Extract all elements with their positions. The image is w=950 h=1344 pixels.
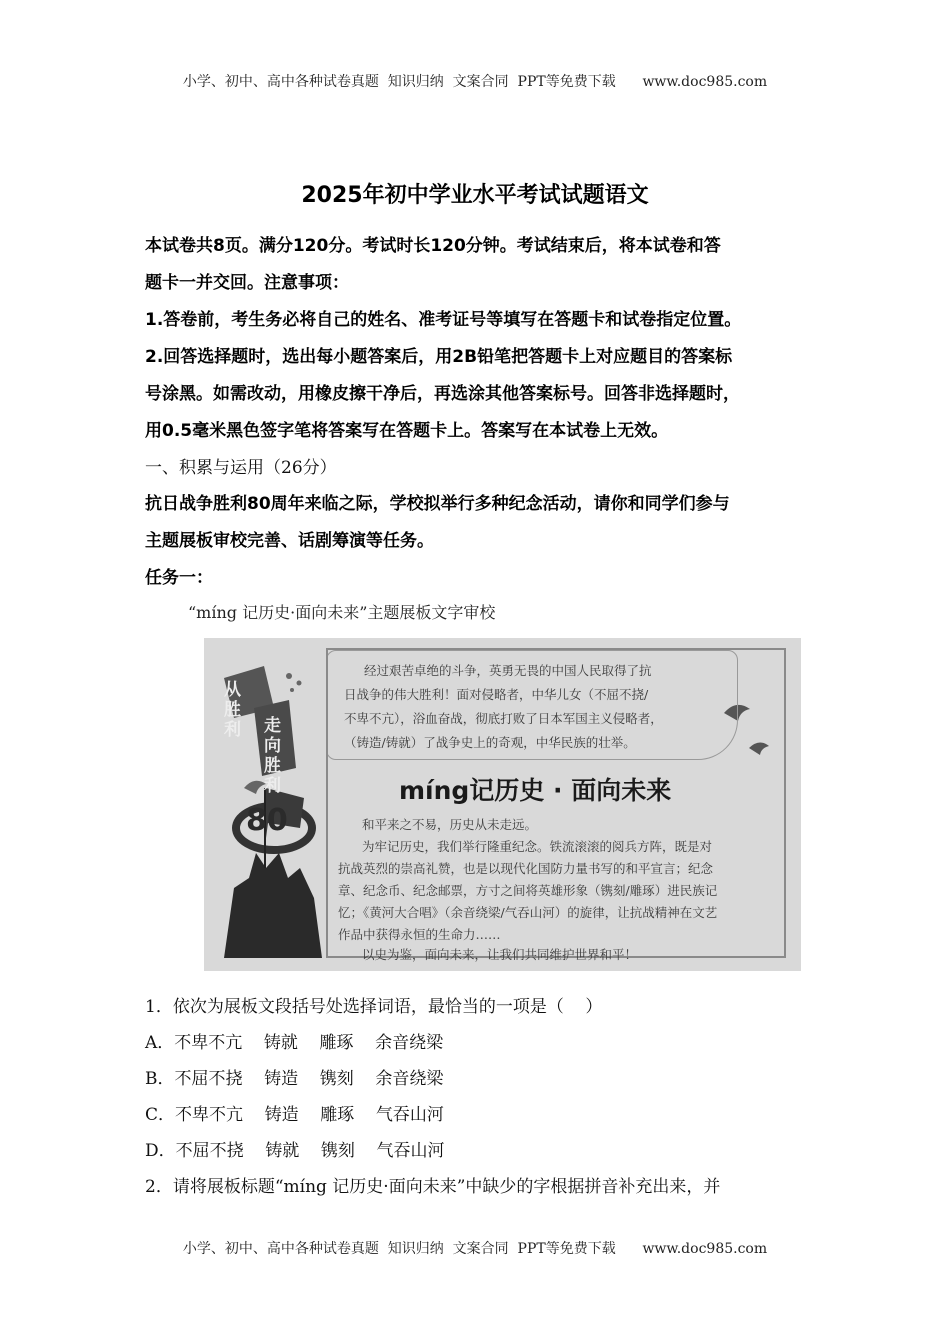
intro-line: 1.答卷前，考生务必将自己的姓名、准考证号等填写在答题卡和试卷指定位置。 xyxy=(145,310,742,330)
page-footer: 小学、初中、高中各种试卷真题 知识归纳 文案合同 PPT等免费下载 www.doc985.com xyxy=(182,1241,768,1257)
question-1-option-c: C．不卑不亢 铸造 雕琢 气吞山河 xyxy=(145,1105,444,1125)
context-line: 主题展板审校完善、话剧筹演等任务。 xyxy=(145,531,434,551)
intro-line: 2.回答选择题时，选出每小题答案后，用2B铅笔把答题卡上对应题目的答案标 xyxy=(145,347,733,367)
poster-body-line: 为牢记历史，我们举行隆重纪念。铁流滚滚的阅兵方阵，既是对 xyxy=(362,839,713,854)
exam-title: 2025年初中学业水平考试试题语文 xyxy=(301,183,649,208)
intro-line: 用0.5毫米黑色签字笔将答案写在答题卡上。答案写在本试卷上无效。 xyxy=(145,421,669,441)
question-1-stem: 1．依次为展板文段括号处选择词语，最恰当的一项是（ ） xyxy=(145,997,603,1017)
poster-body-line: 抗战英烈的崇高礼赞，也是以现代化国防力量书写的和平宣言；纪念 xyxy=(338,861,714,876)
question-2-stem: 2．请将展板标题“míng 记历史·面向未来”中缺少的字根据拼音补充出来，并 xyxy=(145,1177,721,1197)
task-label: 任务一： xyxy=(145,568,213,588)
poster-title: míng记历史 · 面向未来 xyxy=(399,776,672,805)
section-title: 一、积累与运用（26分） xyxy=(145,458,337,478)
task-caption: “míng 记历史·面向未来”主题展板文字审校 xyxy=(188,603,496,622)
question-block xyxy=(145,989,810,1205)
poster-number: 80 xyxy=(246,803,288,838)
poster-body-line: 以史为鉴，面向未来，让我们共同维护世界和平！ xyxy=(362,947,638,962)
poster-top-line: 不卑不亢），浴血奋战，彻底打败了日本军国主义侵略者， xyxy=(344,711,663,726)
intro-block xyxy=(145,228,810,629)
intro-line: 题卡一并交回。注意事项： xyxy=(145,273,349,293)
poster-body-line: 和平来之不易，历史从未走远。 xyxy=(362,817,538,832)
poster-body-line: 作品中获得永恒的生命力…… xyxy=(338,927,501,942)
poster-top-line: 日战争的伟大胜利！面对侵略者，中华儿女（不屈不挠/ xyxy=(344,687,649,702)
poster-side-right: 走向胜利 xyxy=(264,716,281,796)
question-1-option-d: D．不屈不挠 铸就 镌刻 气吞山河 xyxy=(145,1141,445,1161)
question-1-option-b: B．不屈不挠 铸造 镌刻 余音绕梁 xyxy=(145,1069,444,1089)
poster-side-left: 从胜利 xyxy=(224,680,241,740)
poster-photo xyxy=(204,638,801,971)
context-line: 抗日战争胜利80周年来临之际，学校拟举行多种纪念活动，请你和同学们参与 xyxy=(145,494,730,514)
question-1-option-a: A．不卑不亢 铸就 雕琢 余音绕梁 xyxy=(145,1033,444,1053)
poster-top-line: 经过艰苦卓绝的斗争，英勇无畏的中国人民取得了抗 xyxy=(364,663,652,678)
poster-top-line: （铸造/铸就）了战争史上的奇观，中华民族的壮举。 xyxy=(344,735,636,750)
page-header: 小学、初中、高中各种试卷真题 知识归纳 文案合同 PPT等免费下载 www.doc985.com xyxy=(182,74,768,90)
poster-body-line: 章、纪念币、纪念邮票，方寸之间将英雄形象（镌刻/雕琢）进民族记 xyxy=(338,883,718,898)
poster-body-line: 忆；《黄河大合唱》（余音绕梁/气吞山河）的旋律，让抗战精神在文艺 xyxy=(338,905,718,920)
intro-line: 本试卷共8页。满分120分。考试时长120分钟。考试结束后，将本试卷和答 xyxy=(145,236,721,256)
intro-line: 号涂黑。如需改动，用橡皮擦干净后，再选涂其他答案标号。回答非选择题时， xyxy=(145,384,740,404)
